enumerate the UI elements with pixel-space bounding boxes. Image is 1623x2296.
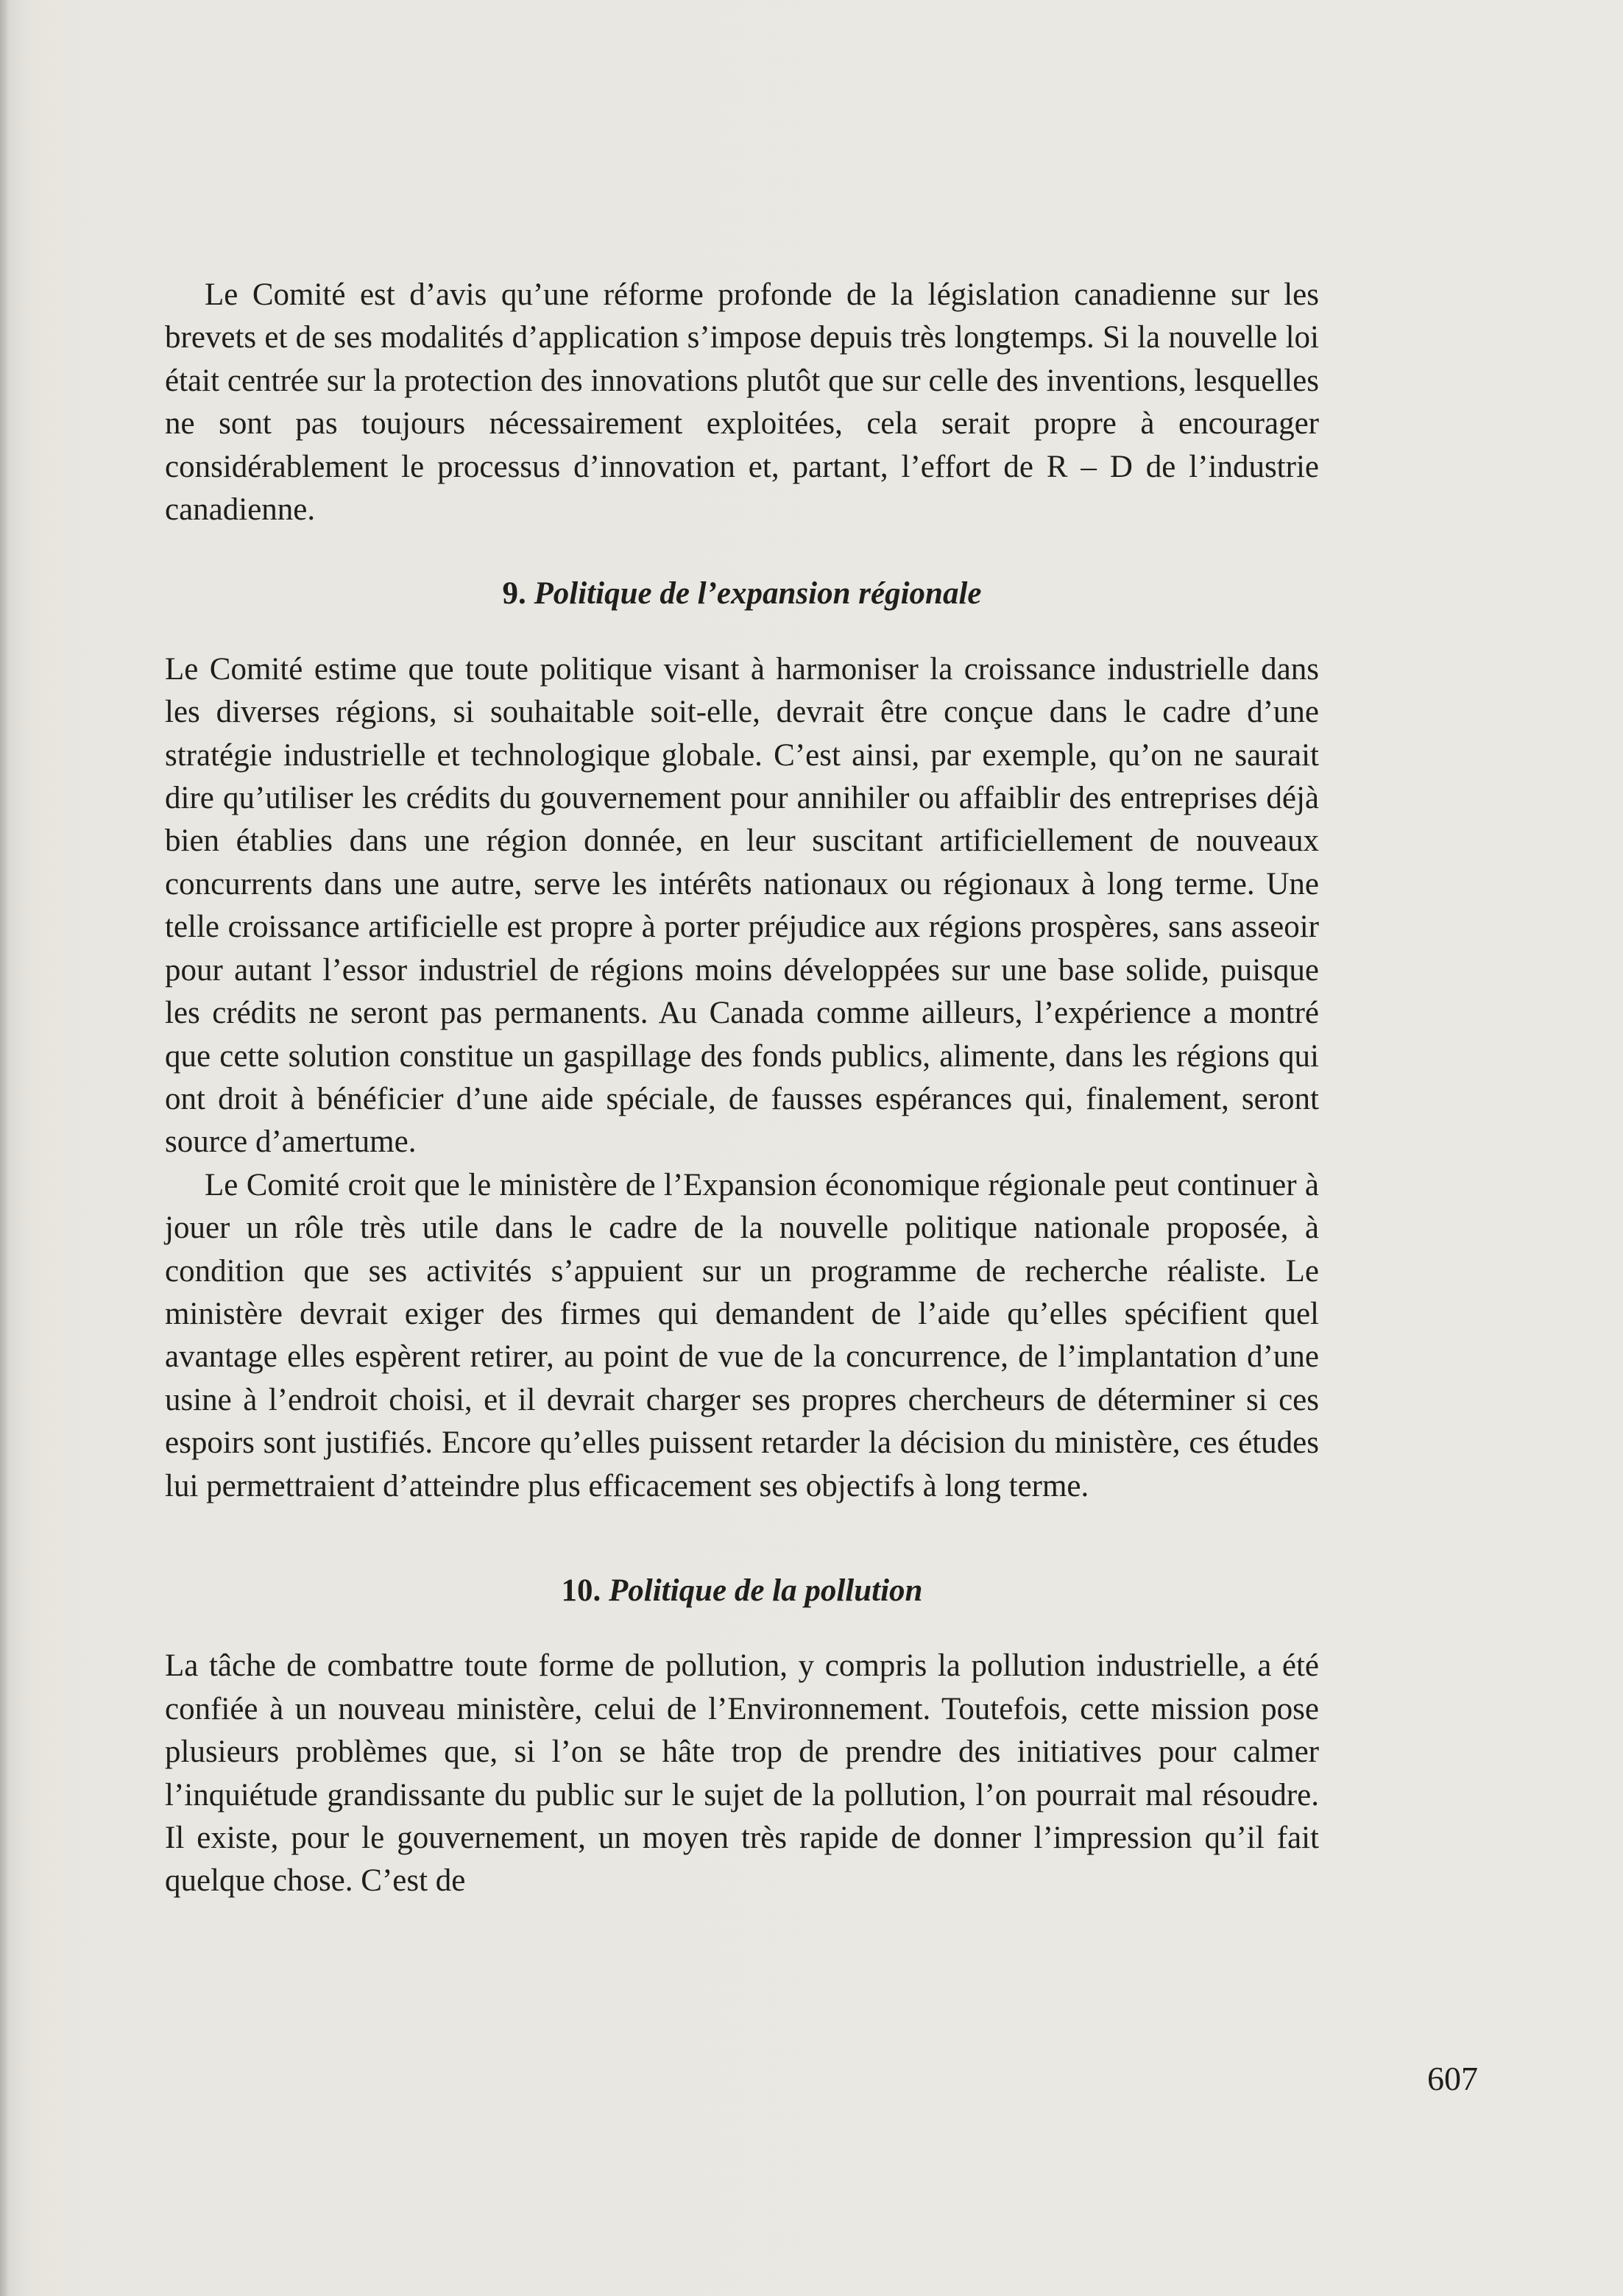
page-number: 607 [1427, 2060, 1478, 2097]
section-title: Politique de la pollution [609, 1573, 923, 1608]
section-number: 10. [561, 1573, 601, 1608]
section-title: Politique de l’expansion régionale [534, 576, 982, 612]
section-heading-10 [165, 1570, 1319, 1612]
paragraph-regional-1: Le Comité estime que toute politique visant à harmoniser la croissance industrielle dans les diverses régions, si souhaitable soit-elle, devrait être conçue dans le cadre d’une stratégie industrielle et technologique globale. C’est ainsi, par exemple, qu’on ne saurait dire qu’utiliser les crédits du gouvernement pour annihiler ou affaiblir des entreprises déjà bien établies dans une région donnée, en leur suscitant artificiellement de nouveaux concurrents dans une autre, serve les intérêts nationaux ou régionaux à long terme. Une telle croissance artificielle est propre à porter préjudice aux régions prospères, sans asseoir pour autant l’essor industriel de régions moins développées sur une base solide, puisque les crédits ne seront pas permanents. Au Canada comme ailleurs, l’expérience a montré que cette solution constitue un gaspillage des fonds publics, alimente, dans les régions qui ont droit à bénéficier d’une aide spéciale, de fausses espérances qui, finalement, seront source d’amertume. [165, 651, 1319, 1160]
paragraph-regional-2: Le Comité croit que le ministère de l’Expansion économique régionale peut continuer à jouer un rôle très utile dans le cadre de la nouvelle politique nationale proposée, à condition que ses activités s’appuient sur un programme de recherche réaliste. Le ministère devrait exiger des firmes qui demandent de l’aide qu’elles spécifient quel avantage elles espèrent retirer, au point de vue de la concurrence, de l’implantation d’une usine à l’endroit choisi, et il devrait charger ses propres chercheurs de déterminer si ces espoirs sont justifiés. Encore qu’elles puissent retarder la décision du ministère, ces études lui permettraient d’atteindre plus efficacement ses objectifs à long terme. [165, 1167, 1319, 1503]
section-heading-9 [165, 573, 1319, 615]
book-spine-shadow [0, 0, 7, 2296]
body-text [165, 274, 1319, 1903]
paragraph-brevets: Le Comité est d’avis qu’une réforme profonde de la législation canadienne sur les brevets et de ses modalités d’application s’impose depuis très longtemps. Si la nouvelle loi était centrée sur la protection des innovations plutôt que sur celle des inventions, lesquelles ne sont pas toujours nécessairement exploitées, cela serait propre à encourager considérablement le processus d’innovation et, partant, l’effort de R – D de l’industrie canadienne. [165, 277, 1319, 528]
section-number: 9. [502, 576, 526, 612]
paragraph-pollution-1: La tâche de combattre toute forme de pollution, y compris la pollution industrielle, a été confiée à un nouveau ministère, celui de l’Environnement. Toutefois, cette mission pose plusieurs problèmes que, si l’on se hâte trop de prendre des initiatives pour calmer l’inquiétude grandissante du public sur le sujet de la pollution, l’on pourrait mal résoudre. Il existe, pour le gouvernement, un moyen très rapide de donner l’impression qu’il fait quelque chose. C’est de [165, 1648, 1319, 1899]
